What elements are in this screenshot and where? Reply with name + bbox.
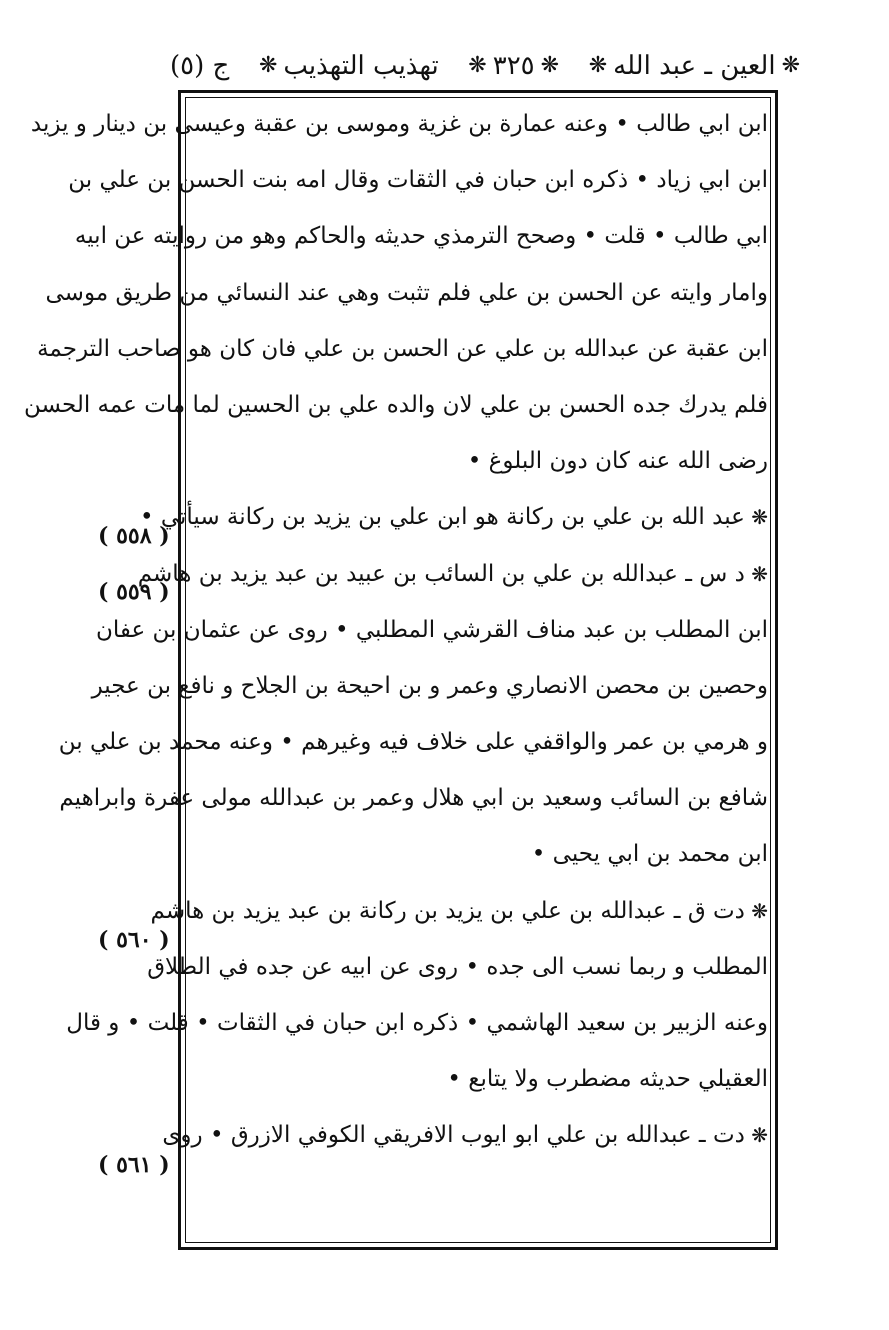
entry-number: ( ٥٥٩ ) xyxy=(98,579,170,605)
text-line: العقيلي حديثه مضطرب ولا يتابع • xyxy=(447,1066,768,1093)
entry-number: ( ٥٥٨ ) xyxy=(98,523,170,549)
text-line: ابن المطلب بن عبد مناف القرشي المطلبي • روى عن عثمان بن عفان xyxy=(95,616,768,643)
book-title: تهذيب التهذيب ❋ xyxy=(258,51,439,81)
section-title: ❋ العين ـ عبد الله ❋ xyxy=(588,51,800,81)
text-line: وحصين بن محصن الانصاري وعمر و بن احيحة بن الجلاح و نافع بن عجير xyxy=(91,672,768,699)
ornament-icon: ❋ xyxy=(588,53,608,78)
page-number: ❋ ٣٢٥ ❋ xyxy=(468,51,560,81)
entry-heading-line: ❋ عبد الله بن علي بن ركانة هو ابن علي بن يزيد بن ركانة سيأتي • xyxy=(139,504,768,531)
entry-heading-line: ❋ دت ق ـ عبدالله بن علي بن يزيد بن ركانة بن عبد يزيد بن هاشم xyxy=(150,897,768,924)
text-line: ابن ابي طالب • وعنه عمارة بن غزية وموسى بن عقبة وعيسى بن دينار و يزيد xyxy=(30,111,768,137)
ornament-icon: ❋ xyxy=(744,1123,768,1148)
text-line: ابن عقبة عن عبدالله بن علي عن الحسن بن علي فان كان هو صاحب الترجمة xyxy=(37,335,768,362)
ornament-icon: ❋ xyxy=(468,53,487,78)
ornament-icon: ❋ xyxy=(540,53,560,78)
text-line: شافع بن السائب وسعيد بن ابي هلال وعمر بن عبدالله مولى عفرة وابراهيم xyxy=(59,785,768,812)
text-line: ابن ابي زياد • ذكره ابن حبان في الثقات وقال امه بنت الحسن بن علي بن xyxy=(68,167,768,194)
ornament-icon: ❋ xyxy=(258,53,278,78)
entry-heading-line: ❋ د س ـ عبدالله بن علي بن السائب بن عبيد بن عبد يزيد بن هاشم xyxy=(137,560,768,587)
ornament-icon: ❋ xyxy=(744,505,768,530)
entry-number: ( ٥٦١ ) xyxy=(98,1152,170,1178)
text-line: فلم يدرك جده الحسن بن علي لان والده علي بن الحسين لما مات عمه الحسن xyxy=(23,391,768,418)
text-line: ابي طالب • قلت • وصحح الترمذي حديثه والحاكم وهو من روايته عن ابيه xyxy=(74,223,768,250)
entry-heading-line: ❋ دت ـ عبدالله بن علي ابو ايوب الافريقي الكوفي الازرق • روى xyxy=(162,1122,768,1149)
text-line: المطلب و ربما نسب الى جده • روى عن ابيه عن جده في الطلاق xyxy=(147,953,768,980)
text-line: وامار وايته عن الحسن بن علي فلم تثبت وهي عند النسائي من طريق موسى xyxy=(45,279,768,306)
text-line: وعنه الزبير بن سعيد الهاشمي • ذكره ابن حبان في الثقات • قلت • و قال xyxy=(66,1010,768,1036)
ornament-icon: ❋ xyxy=(744,561,768,586)
text-line: و هرمي بن عمر والواقفي على خلاف فيه وغيرهم • وعنه محمد بن علي بن xyxy=(58,729,768,756)
page-header xyxy=(170,40,800,92)
ornament-icon: ❋ xyxy=(744,898,768,923)
entry-number: ( ٥٦٠ ) xyxy=(98,927,170,953)
text-line: ابن محمد بن ابي يحيى • xyxy=(531,841,768,868)
text-line: رضى الله عنه كان دون البلوغ • xyxy=(467,448,768,475)
ornament-icon: ❋ xyxy=(781,53,800,78)
volume-label: ج (٥) xyxy=(170,51,230,81)
